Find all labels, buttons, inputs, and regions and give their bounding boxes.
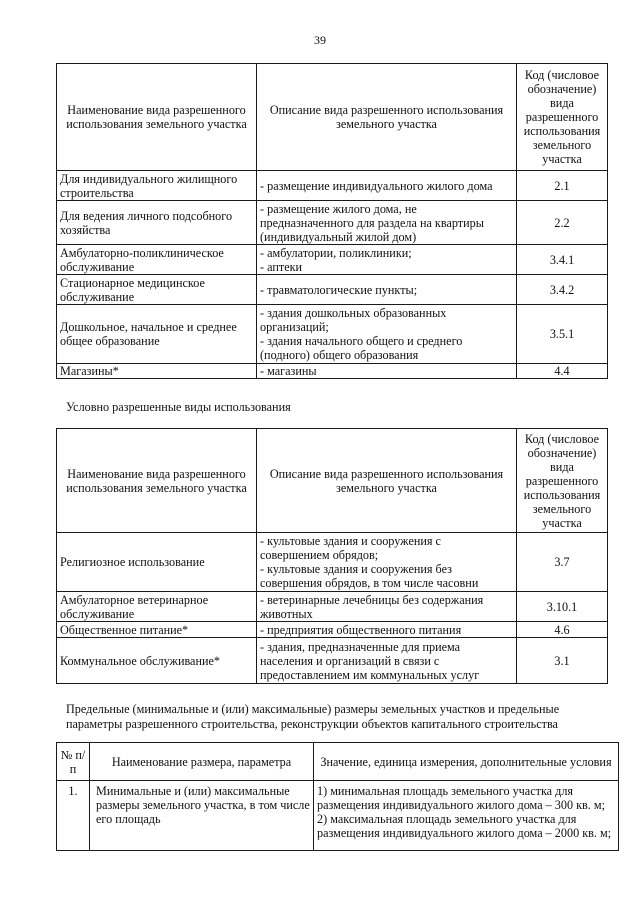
- table-row: [57, 622, 608, 638]
- conditional-uses-table: [56, 428, 608, 684]
- table-row: [57, 305, 608, 364]
- column-header-name: Наименование вида разрешенного использования земельного участка: [57, 429, 257, 533]
- use-code: 2.1: [517, 171, 608, 201]
- use-description: - предприятия общественного питания: [257, 622, 517, 638]
- column-header-description: Описание вида разрешенного использования земельного участка: [257, 64, 517, 171]
- use-name: Амбулаторно-поликлиническое обслуживание: [57, 245, 257, 275]
- table-row: [57, 201, 608, 245]
- column-header-name: Наименование вида разрешенного использования земельного участка: [57, 64, 257, 171]
- table-row: [57, 364, 608, 379]
- table-row: [57, 781, 619, 851]
- table-row: [57, 638, 608, 684]
- use-name: Стационарное медицинское обслуживание: [57, 275, 257, 305]
- use-description: - амбулатории, поликлиники; - аптеки: [257, 245, 517, 275]
- use-code: 3.4.2: [517, 275, 608, 305]
- column-header-description: Описание вида разрешенного использования земельного участка: [257, 429, 517, 533]
- column-header-value: Значение, единица измерения, дополнительные условия: [314, 743, 619, 781]
- table-row: [57, 592, 608, 622]
- use-name: Для индивидуального жилищного строительства: [57, 171, 257, 201]
- table-row: [57, 171, 608, 201]
- table-row: [57, 275, 608, 305]
- use-description: - размещение индивидуального жилого дома: [257, 171, 517, 201]
- table-row: [57, 533, 608, 592]
- table-header-row: [57, 64, 608, 171]
- page-number: 39: [314, 33, 326, 47]
- use-description: - магазины: [257, 364, 517, 379]
- table-row: [57, 245, 608, 275]
- use-name: Дошкольное, начальное и среднее общее образование: [57, 305, 257, 364]
- use-code: 2.2: [517, 201, 608, 245]
- use-description: - ветеринарные лечебницы без содержания животных: [257, 592, 517, 622]
- limits-paragraph: Предельные (минимальные и (или) максимальные) размеры земельных участков и предельные параметры разрешенного строительства, реконструкции объектов капитального строительства: [66, 702, 560, 731]
- column-header-parameter: Наименование размера, параметра: [90, 743, 314, 781]
- use-name: Амбулаторное ветеринарное обслуживание: [57, 592, 257, 622]
- use-description: - травматологические пункты;: [257, 275, 517, 305]
- use-code: 3.5.1: [517, 305, 608, 364]
- use-description: - здания дошкольных образованных организаций; - здания начального общего и среднего (подного) общего образования: [257, 305, 517, 364]
- use-code: 3.4.1: [517, 245, 608, 275]
- use-code: 3.1: [517, 638, 608, 684]
- column-header-code: Код (числовое обозначение) вида разрешенного использования земельного участка: [517, 64, 608, 171]
- use-description: - культовые здания и сооружения с совершением обрядов; - культовые здания и сооружения без совершения обрядов, в том числе часовни: [257, 533, 517, 592]
- permitted-uses-table: [56, 63, 608, 379]
- use-name: Для ведения личного подсобного хозяйства: [57, 201, 257, 245]
- use-code: 3.10.1: [517, 592, 608, 622]
- table-header-row: [57, 743, 619, 781]
- limit-parameters-table: [56, 742, 619, 851]
- row-number: 1.: [57, 781, 90, 851]
- use-code: 4.6: [517, 622, 608, 638]
- use-name: Религиозное использование: [57, 533, 257, 592]
- use-name: Магазины*: [57, 364, 257, 379]
- use-code: 3.7: [517, 533, 608, 592]
- parameter-value: 1) минимальная площадь земельного участка для размещения индивидуального жилого дома – 300 кв. м; 2) максимальная площадь земельного участка для размещения индивидуального жилого дома – 2000 кв. м;: [314, 781, 619, 851]
- use-description: - здания, предназначенные для приема населения и организаций в связи с предоставлением им коммунальных услуг: [257, 638, 517, 684]
- use-code: 4.4: [517, 364, 608, 379]
- use-name: Коммунальное обслуживание*: [57, 638, 257, 684]
- column-header-code: Код (числовое обозначение) вида разрешенного использования земельного участка: [517, 429, 608, 533]
- table-header-row: [57, 429, 608, 533]
- use-description: - размещение жилого дома, не предназначенного для раздела на квартиры (индивидуальный жилой дом): [257, 201, 517, 245]
- parameter-name: Минимальные и (или) максимальные размеры земельного участка, в том числе его площадь: [90, 781, 314, 851]
- section-title-conditional-uses: Условно разрешенные виды использования: [66, 400, 291, 414]
- column-header-number: № п/п: [57, 743, 90, 781]
- use-name: Общественное питание*: [57, 622, 257, 638]
